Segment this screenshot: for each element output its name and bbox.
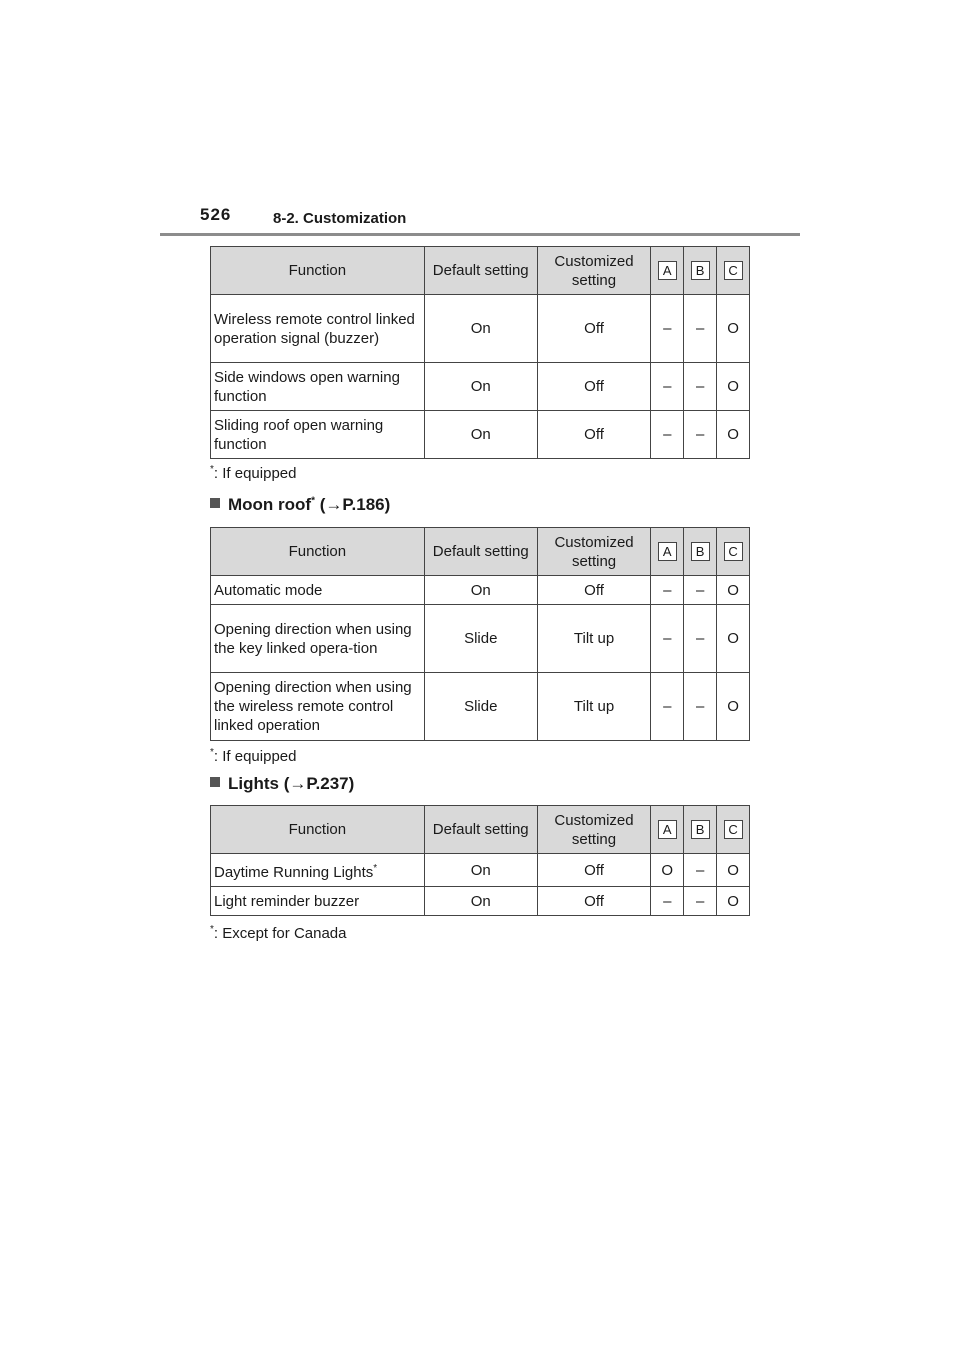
cell-customized: Off (537, 363, 651, 411)
table-row (211, 411, 750, 459)
cell-b: – (684, 854, 717, 887)
cell-a: – (651, 411, 684, 459)
page-reference-link[interactable]: P.237) (306, 774, 355, 793)
cell-function: Side windows open warning function (211, 363, 425, 411)
cell-b: – (684, 605, 717, 673)
cell-b: – (684, 576, 717, 605)
cell-default: On (424, 854, 537, 887)
cell-c: O (717, 411, 750, 459)
cell-customized: Off (537, 411, 651, 459)
col-c (717, 528, 750, 576)
table-header-row (211, 528, 750, 576)
col-c (717, 806, 750, 854)
footnote-1 (210, 464, 296, 482)
col-default: Default setting (424, 806, 537, 854)
cell-default: On (424, 887, 537, 916)
heading-moon-roof (210, 495, 390, 515)
letter-b: B (691, 261, 710, 280)
col-customized: Customized setting (537, 528, 651, 576)
cell-c: O (717, 363, 750, 411)
cell-a: – (651, 363, 684, 411)
cell-default: On (424, 295, 537, 363)
col-function: Function (211, 247, 425, 295)
col-a (651, 247, 684, 295)
cell-c: O (717, 295, 750, 363)
footnote-2 (210, 747, 296, 765)
cell-function: Light reminder buzzer (211, 887, 425, 916)
letter-a: A (658, 261, 677, 280)
table-header-row (211, 247, 750, 295)
settings-table-3 (210, 805, 750, 916)
letter-b: B (691, 542, 710, 561)
table-row (211, 295, 750, 363)
cell-b: – (684, 887, 717, 916)
footnote-star: * (210, 747, 214, 758)
cell-b: – (684, 411, 717, 459)
table-row (211, 887, 750, 916)
table-row (211, 854, 750, 887)
heading-lights (210, 774, 354, 794)
footnote-text: : Except for Canada (213, 925, 347, 942)
col-customized: Customized setting (537, 247, 651, 295)
square-bullet-icon (210, 498, 220, 508)
cell-a: – (651, 887, 684, 916)
cell-customized: Off (537, 576, 651, 605)
settings-table-1 (210, 246, 750, 459)
letter-a: A (658, 542, 677, 561)
letter-b: B (691, 820, 710, 839)
arrow-right-icon: → (289, 774, 307, 793)
cell-default: On (424, 363, 537, 411)
table-header-row (211, 806, 750, 854)
col-c (717, 247, 750, 295)
cell-c: O (717, 576, 750, 605)
cell-customized: Off (537, 295, 651, 363)
heading-paren: ( (315, 495, 326, 514)
table-row (211, 363, 750, 411)
footnote-text: : If equipped (213, 748, 297, 765)
cell-default: On (424, 576, 537, 605)
square-bullet-icon (210, 777, 220, 787)
cell-a: – (651, 576, 684, 605)
col-function: Function (211, 528, 425, 576)
col-a (651, 806, 684, 854)
section-title: 8-2. Customization (273, 210, 407, 227)
cell-function: Opening direction when using the wireless remote control linked operation (211, 673, 425, 741)
footnote-text: : If equipped (213, 465, 297, 482)
heading-paren: ( (279, 774, 290, 793)
cell-customized: Off (537, 887, 651, 916)
table-row (211, 605, 750, 673)
heading-text: Moon roof (228, 495, 312, 514)
cell-customized: Tilt up (537, 673, 651, 741)
page-number: 526 (200, 205, 232, 224)
letter-c: C (724, 261, 743, 280)
header-rule (160, 233, 800, 236)
footnote-3 (210, 924, 346, 942)
heading-star: * (311, 495, 315, 507)
col-default: Default setting (424, 528, 537, 576)
cell-c: O (717, 854, 750, 887)
col-a (651, 528, 684, 576)
footnote-star: * (210, 924, 214, 935)
col-customized: Customized setting (537, 806, 651, 854)
col-b (684, 247, 717, 295)
settings-table-2 (210, 527, 750, 741)
cell-default: Slide (424, 605, 537, 673)
col-b (684, 806, 717, 854)
cell-default: Slide (424, 673, 537, 741)
cell-c: O (717, 673, 750, 741)
cell-default: On (424, 411, 537, 459)
cell-a: – (651, 605, 684, 673)
row-star: * (373, 862, 378, 874)
cell-a: – (651, 673, 684, 741)
cell-function: Automatic mode (211, 576, 425, 605)
cell-b: – (684, 295, 717, 363)
letter-c: C (724, 542, 743, 561)
cell-a: – (651, 295, 684, 363)
table-row (211, 673, 750, 741)
cell-customized: Off (537, 854, 651, 887)
cell-c: O (717, 605, 750, 673)
cell-function: Wireless remote control linked operation signal (buzzer) (211, 295, 425, 363)
cell-c: O (717, 887, 750, 916)
col-default: Default setting (424, 247, 537, 295)
cell-function: Opening direction when using the key linked opera-tion (211, 605, 425, 673)
cell-a: O (651, 854, 684, 887)
col-b (684, 528, 717, 576)
footnote-star: * (210, 464, 214, 475)
cell-customized: Tilt up (537, 605, 651, 673)
letter-a: A (658, 820, 677, 839)
cell-b: – (684, 673, 717, 741)
cell-function: Sliding roof open warning function (211, 411, 425, 459)
heading-text: Lights (228, 774, 279, 793)
table-row (211, 576, 750, 605)
function-text: Daytime Running Lights (214, 863, 374, 881)
cell-function (211, 854, 425, 887)
col-function: Function (211, 806, 425, 854)
arrow-right-icon: → (325, 495, 343, 514)
letter-c: C (724, 820, 743, 839)
page-reference-link[interactable]: P.186) (342, 495, 391, 514)
cell-b: – (684, 363, 717, 411)
